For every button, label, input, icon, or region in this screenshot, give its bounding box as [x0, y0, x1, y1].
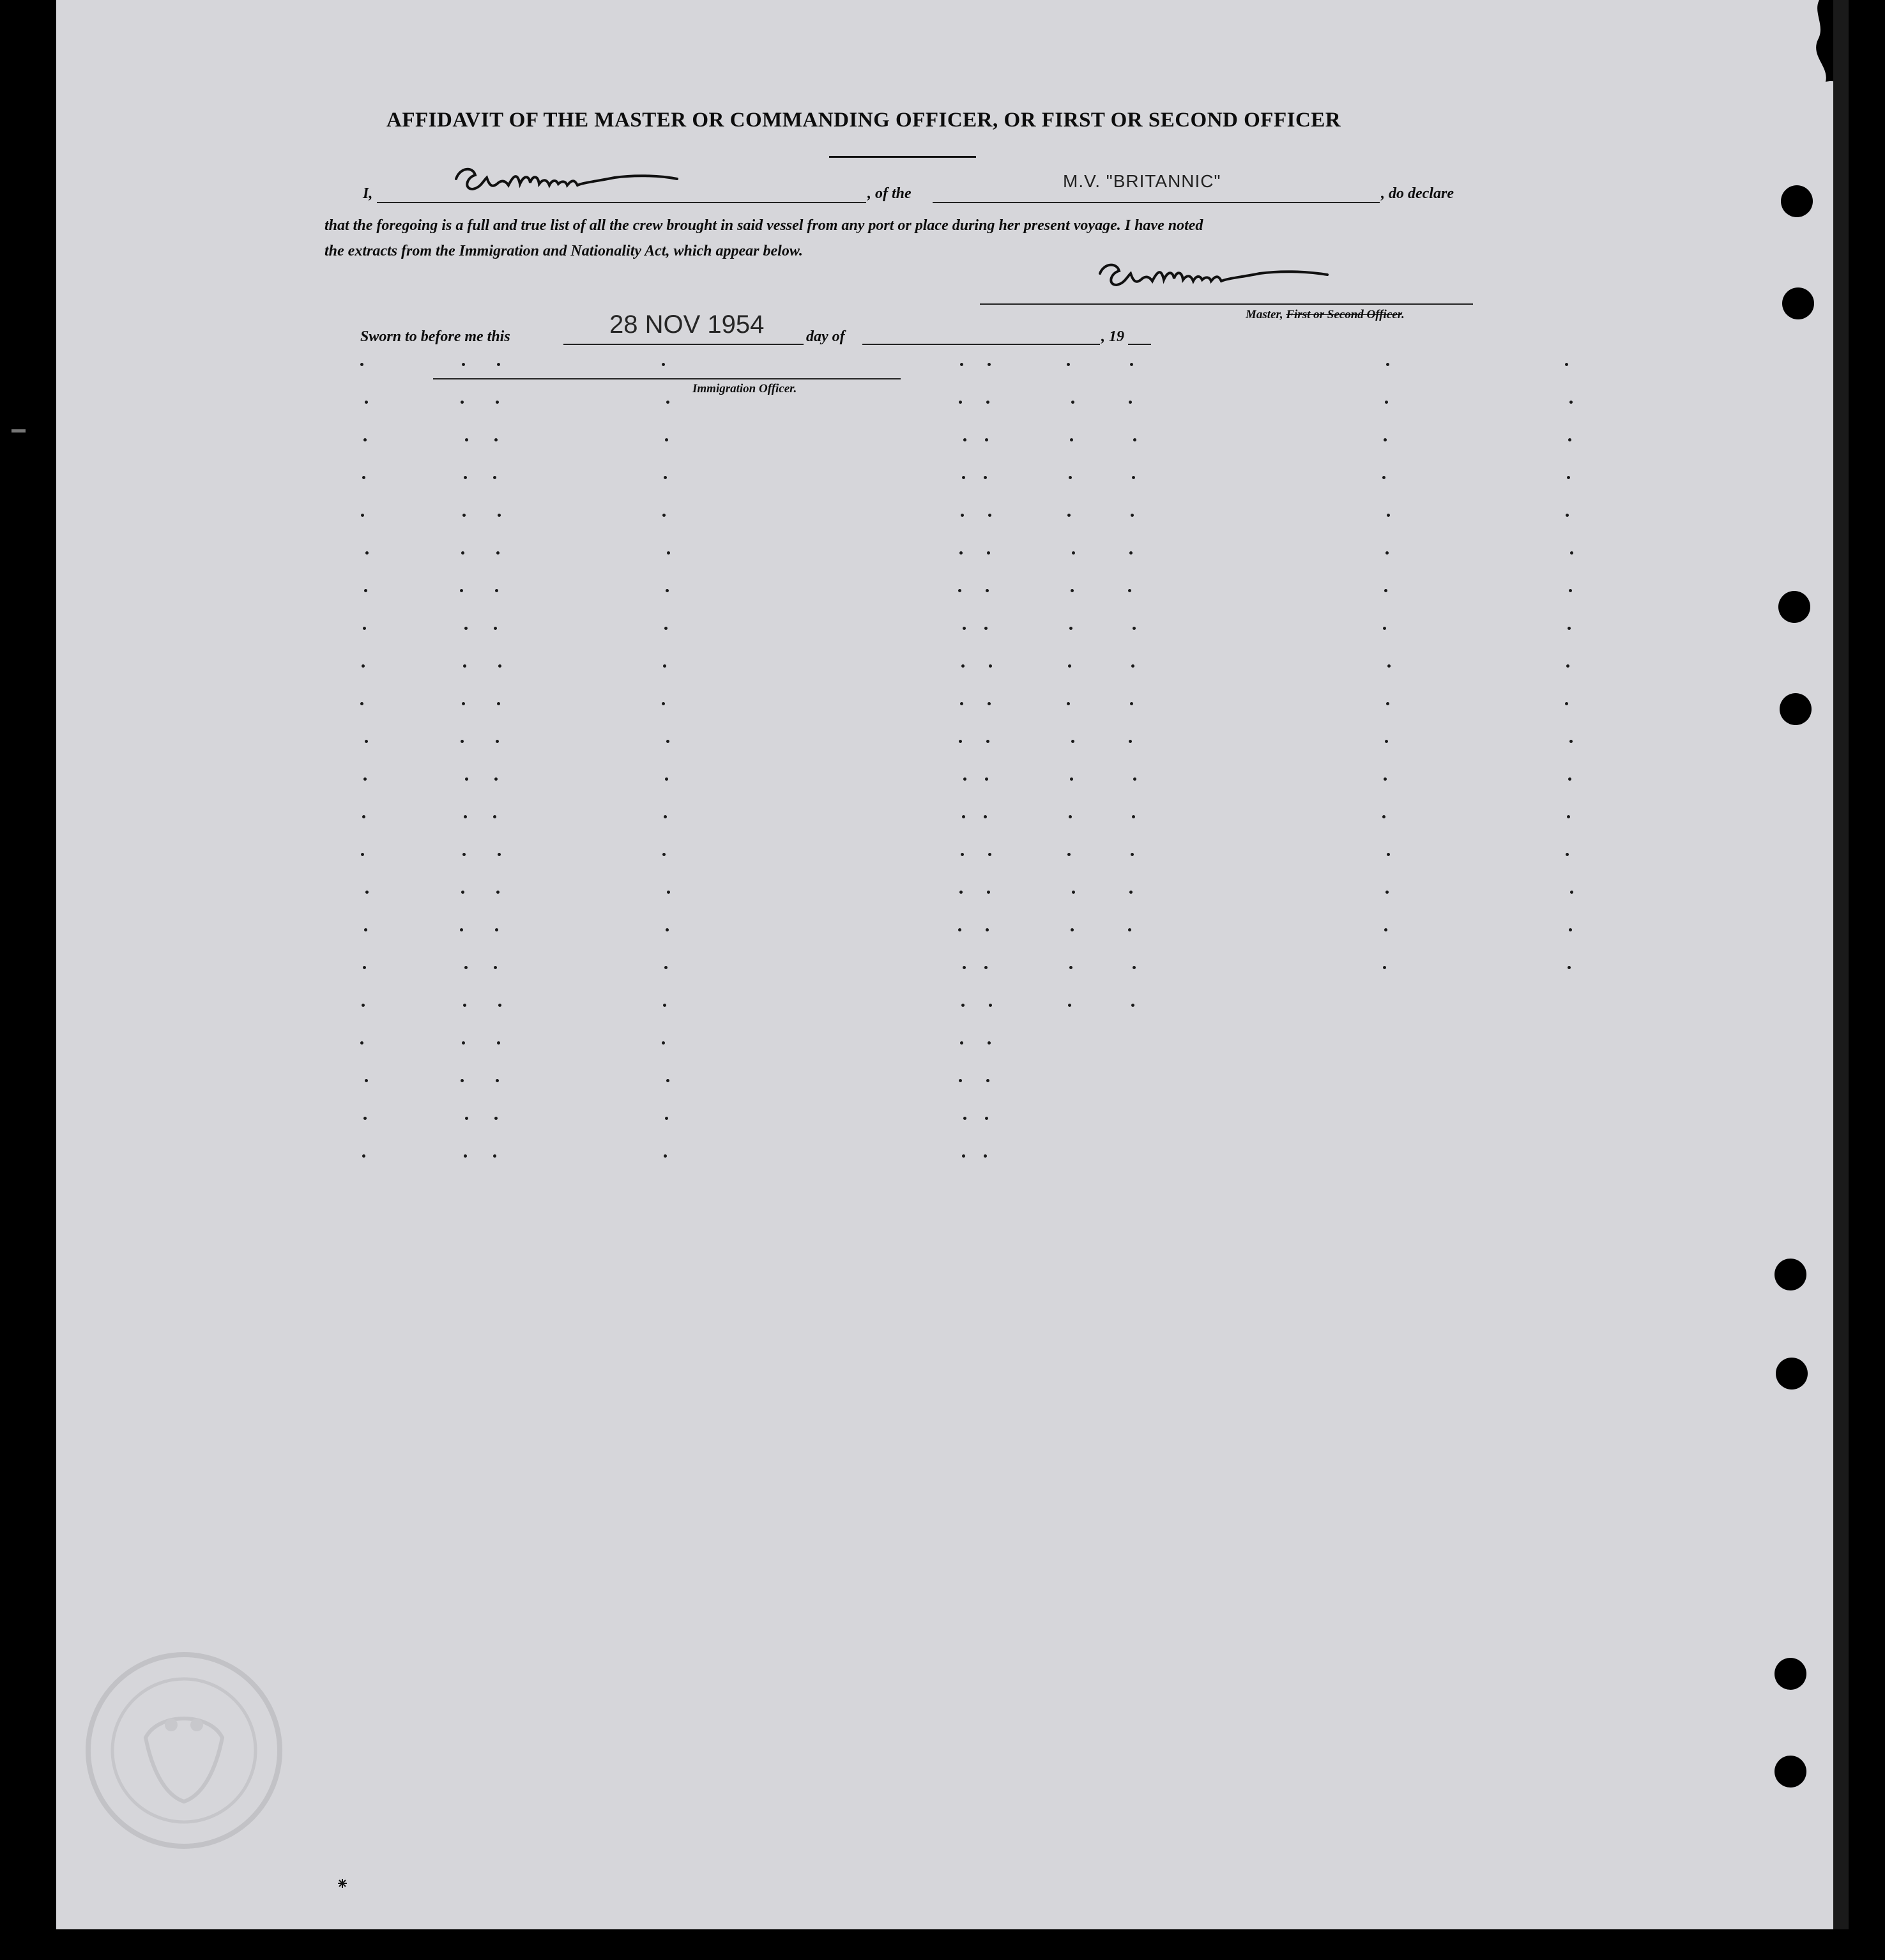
leader-dot: [494, 966, 497, 969]
leader-dot: [960, 702, 963, 705]
leader-dot: [1069, 966, 1072, 969]
leader-dot: [988, 1041, 991, 1045]
leader-dot: [465, 1117, 468, 1120]
declarant-prefix: I,: [363, 185, 373, 202]
leader-dot: [496, 1079, 499, 1082]
leader-dot: [984, 1154, 987, 1158]
leader-dot: [464, 815, 467, 818]
leader-dot: [1386, 702, 1389, 705]
leader-dot: [1383, 627, 1386, 630]
leader-dot: [1068, 664, 1071, 668]
leader-dot: [666, 740, 669, 743]
leader-dot: [960, 1041, 963, 1045]
title-underline: [829, 156, 976, 158]
leader-dot: [1569, 401, 1573, 404]
leader-dot: [364, 928, 367, 931]
leader-dot: [494, 627, 497, 630]
leader-dot: [961, 664, 965, 668]
sworn-date-line: [563, 344, 804, 345]
leader-dot: [985, 777, 988, 781]
leader-dot: [497, 1041, 500, 1045]
leader-dot: [1067, 514, 1071, 517]
leader-dot: [666, 928, 669, 931]
leader-dot: [496, 891, 500, 894]
leader-dot: [497, 702, 500, 705]
immigration-officer-line: [433, 378, 901, 379]
leader-dot: [461, 551, 464, 555]
punch-hole: [1780, 693, 1812, 725]
leader-dot: [462, 702, 465, 705]
leader-dot: [463, 664, 466, 668]
leader-dot: [1072, 551, 1075, 555]
leader-dot: [1070, 777, 1073, 781]
leader-dot: [498, 514, 501, 517]
leader-dot: [963, 1117, 966, 1120]
leader-dot: [986, 589, 989, 592]
leader-dot: [1566, 853, 1569, 856]
leader-dot: [1132, 815, 1135, 818]
leader-dot: [988, 702, 991, 705]
leader-dot: [1567, 476, 1570, 479]
leader-dot: [1565, 702, 1568, 705]
leader-dot: [1067, 702, 1070, 705]
leader-dot: [1129, 891, 1133, 894]
leader-dot: [1131, 514, 1134, 517]
leader-dot: [462, 514, 466, 517]
leader-dot: [959, 740, 962, 743]
leader-dot: [1568, 627, 1571, 630]
leader-dot: [961, 1004, 965, 1007]
leader-dot: [493, 815, 496, 818]
leader-dot: [1385, 401, 1388, 404]
immigration-officer-label: Immigration Officer.: [692, 382, 797, 395]
leader-dot: [1384, 777, 1387, 781]
leader-dot: [1131, 853, 1134, 856]
leader-dot: [362, 476, 365, 479]
leader-dot: [365, 891, 369, 894]
leader-dot: [1128, 589, 1131, 592]
leader-dot: [959, 551, 963, 555]
leader-dot: [984, 966, 988, 969]
leader-dot: [963, 777, 966, 781]
vessel-name-line: [933, 202, 1380, 203]
leader-dot: [962, 815, 965, 818]
leader-dot: [1569, 740, 1573, 743]
leader-dot: [463, 1004, 466, 1007]
leader-dot: [1071, 928, 1074, 931]
leader-dot: [364, 589, 367, 592]
leader-dot: [987, 891, 990, 894]
document-page: [56, 0, 1849, 1929]
leader-dot: [666, 589, 669, 592]
leader-dot: [959, 401, 962, 404]
leader-dot: [1133, 777, 1136, 781]
master-label-struck: First or Second Officer: [1286, 308, 1402, 321]
leader-dot: [464, 476, 467, 479]
page-edge-shadow: [1833, 0, 1849, 1929]
leader-dot: [361, 853, 364, 856]
leader-dot: [963, 627, 966, 630]
leader-dot: [988, 363, 991, 366]
leader-dot: [1387, 514, 1390, 517]
sworn-date-stamp: 28 NOV 1954: [609, 310, 765, 339]
day-of-label: day of: [806, 328, 845, 345]
asterisk-mark: [337, 1878, 347, 1888]
leader-dot: [498, 664, 501, 668]
leader-dot: [464, 627, 468, 630]
leader-dot: [1387, 664, 1391, 668]
leader-dot: [961, 853, 964, 856]
leader-dot: [1568, 777, 1571, 781]
leader-dot: [465, 777, 468, 781]
leader-dot: [962, 1154, 965, 1158]
leader-dot: [1133, 438, 1136, 441]
leader-dot: [361, 514, 364, 517]
leader-dot: [1566, 664, 1569, 668]
leader-dot: [1384, 589, 1387, 592]
declarant-signature: [447, 156, 715, 201]
embossed-seal: [75, 1642, 293, 1859]
leader-dot: [986, 740, 989, 743]
leader-dot: [662, 1041, 665, 1045]
leader-dot: [365, 1079, 368, 1082]
leader-dot: [1130, 702, 1133, 705]
leader-dot: [984, 815, 987, 818]
leader-dot: [1570, 891, 1573, 894]
leader-dot: [365, 740, 368, 743]
leader-dot: [984, 627, 988, 630]
leader-dot: [461, 740, 464, 743]
leader-dot: [1068, 1004, 1071, 1007]
leader-dot: [667, 891, 670, 894]
leader-dot: [1569, 928, 1572, 931]
leader-dot: [462, 1041, 465, 1045]
master-signature: [1090, 254, 1371, 296]
leader-dot: [460, 589, 463, 592]
leader-dot: [1129, 740, 1132, 743]
punch-hole: [1774, 1756, 1806, 1788]
leader-dot: [667, 551, 670, 555]
leader-dot: [460, 928, 463, 931]
leader-dot: [986, 1079, 989, 1082]
leader-dot: [962, 476, 965, 479]
master-title-label: [1246, 308, 1405, 322]
leader-dot: [987, 551, 990, 555]
torn-corner: [1717, 0, 1849, 166]
leader-dot: [1385, 551, 1389, 555]
leader-dot: [1382, 476, 1385, 479]
leader-dot: [1383, 966, 1386, 969]
master-signature-line: [980, 303, 1473, 305]
leader-dot: [1567, 815, 1570, 818]
leader-dot: [666, 401, 669, 404]
leader-dot: [663, 664, 666, 668]
leader-dot: [362, 815, 365, 818]
sworn-label: Sworn to before me this: [360, 328, 510, 345]
leader-dot: [963, 966, 966, 969]
margin-mark: [11, 429, 26, 433]
leader-dot: [1071, 589, 1074, 592]
affidavit-statement-line-2: the extracts from the Immigration and Nationality Act, which appear below.: [324, 243, 803, 259]
leader-dot: [1568, 438, 1571, 441]
leader-dot: [496, 401, 499, 404]
leader-dot: [1069, 815, 1072, 818]
leader-dot: [363, 627, 366, 630]
leader-dot: [1072, 891, 1075, 894]
leader-dot: [496, 740, 499, 743]
leader-dot: [1384, 928, 1387, 931]
leader-dot: [360, 363, 363, 366]
leader-dot: [984, 476, 987, 479]
leader-dot: [1069, 476, 1072, 479]
leader-dot: [665, 438, 668, 441]
leader-dot: [1133, 627, 1136, 630]
leader-dot: [1133, 966, 1136, 969]
leader-dot: [493, 476, 496, 479]
leader-dot: [360, 1041, 363, 1045]
leader-dot: [1570, 551, 1573, 555]
leader-dot: [1568, 966, 1571, 969]
leader-dot: [494, 438, 498, 441]
leader-dot: [1387, 853, 1390, 856]
leader-dot: [1067, 853, 1071, 856]
leader-dot: [1566, 514, 1569, 517]
leader-dot: [461, 401, 464, 404]
leader-dot: [362, 1004, 365, 1007]
leader-dot: [461, 891, 464, 894]
leader-dot: [498, 853, 501, 856]
leader-dot: [1071, 401, 1074, 404]
leader-dot: [362, 664, 365, 668]
declarant-name-line: [377, 202, 866, 203]
leader-dot: [663, 1004, 666, 1007]
year-line: [1128, 344, 1151, 345]
leader-dot: [1129, 401, 1132, 404]
leader-dot: [1129, 551, 1133, 555]
leader-dot: [498, 1004, 501, 1007]
leader-dot: [1385, 891, 1389, 894]
leader-dot: [989, 1004, 992, 1007]
leader-dot: [365, 401, 368, 404]
leader-dot: [496, 551, 500, 555]
leader-dot: [494, 777, 498, 781]
leader-dot: [1382, 815, 1385, 818]
leader-dot: [961, 514, 964, 517]
punch-hole: [1778, 591, 1810, 623]
leader-dot: [497, 363, 500, 366]
punch-hole: [1776, 1358, 1808, 1390]
leader-dot: [363, 777, 367, 781]
leader-dot: [1385, 740, 1388, 743]
leader-dot: [1069, 627, 1072, 630]
of-the-label: , of the: [867, 185, 912, 202]
leader-dot: [662, 363, 665, 366]
punch-hole: [1774, 1658, 1806, 1690]
leader-dot: [664, 815, 667, 818]
leader-dot: [666, 1079, 669, 1082]
leader-dot: [665, 777, 668, 781]
leader-dot: [986, 401, 989, 404]
leader-dot: [985, 1117, 988, 1120]
leader-dot: [1071, 740, 1074, 743]
leader-dot: [988, 514, 991, 517]
leader-dot: [1565, 363, 1568, 366]
leader-dot: [462, 853, 466, 856]
leader-dot: [363, 438, 367, 441]
punch-hole: [1781, 185, 1813, 217]
affidavit-title: AFFIDAVIT OF THE MASTER OR COMMANDING OFFICER, OR FIRST OR SECOND OFFICER: [386, 109, 1341, 132]
leader-dot: [1070, 438, 1073, 441]
leader-dot: [959, 1079, 962, 1082]
leader-dot: [493, 1154, 496, 1158]
leader-dot: [360, 702, 363, 705]
leader-dot: [495, 589, 498, 592]
leader-dot: [1067, 363, 1070, 366]
leader-dot: [986, 928, 989, 931]
leader-dot: [461, 1079, 464, 1082]
leader-dot: [1386, 363, 1389, 366]
affidavit-statement-line-1: that the foregoing is a full and true list of all the crew brought in said vessel from any port or place during her present voyage. I have noted: [324, 217, 1203, 234]
punch-hole: [1774, 1259, 1806, 1290]
leader-dot: [1132, 476, 1135, 479]
leader-dot: [963, 438, 966, 441]
year-label: , 19: [1101, 328, 1124, 345]
leader-dot: [662, 702, 665, 705]
leader-dot: [464, 1154, 467, 1158]
do-declare-label: , do declare: [1381, 185, 1454, 202]
leader-dot: [462, 363, 465, 366]
leader-dot: [662, 853, 666, 856]
master-label-kept: Master,: [1246, 308, 1283, 321]
leader-dot: [495, 928, 498, 931]
leader-dot: [664, 476, 667, 479]
leader-dot: [464, 966, 468, 969]
leader-dot: [665, 1117, 668, 1120]
leader-dot: [1131, 664, 1134, 668]
leader-dot: [1569, 589, 1572, 592]
leader-dot: [664, 1154, 667, 1158]
leader-dot: [959, 891, 963, 894]
leader-dot: [664, 966, 668, 969]
leader-dot: [958, 589, 961, 592]
leader-dot: [365, 551, 369, 555]
master-label-end: .: [1401, 308, 1405, 321]
leader-dot: [1128, 928, 1131, 931]
leader-dot: [494, 1117, 498, 1120]
vessel-name: M.V. "BRITANNIC": [1063, 171, 1221, 191]
leader-dot: [363, 1117, 367, 1120]
leader-dot: [985, 438, 988, 441]
leader-dot: [1384, 438, 1387, 441]
punch-hole: [1782, 287, 1814, 319]
leader-dot: [362, 1154, 365, 1158]
leader-dot: [662, 514, 666, 517]
leader-dot: [1131, 1004, 1134, 1007]
leader-dot: [465, 438, 468, 441]
leader-dot: [989, 664, 992, 668]
leader-dot: [988, 853, 991, 856]
month-line: [862, 344, 1100, 345]
leader-dot: [1130, 363, 1133, 366]
leader-dot: [958, 928, 961, 931]
leader-dot: [664, 627, 668, 630]
leader-dot: [960, 363, 963, 366]
leader-dot: [363, 966, 366, 969]
